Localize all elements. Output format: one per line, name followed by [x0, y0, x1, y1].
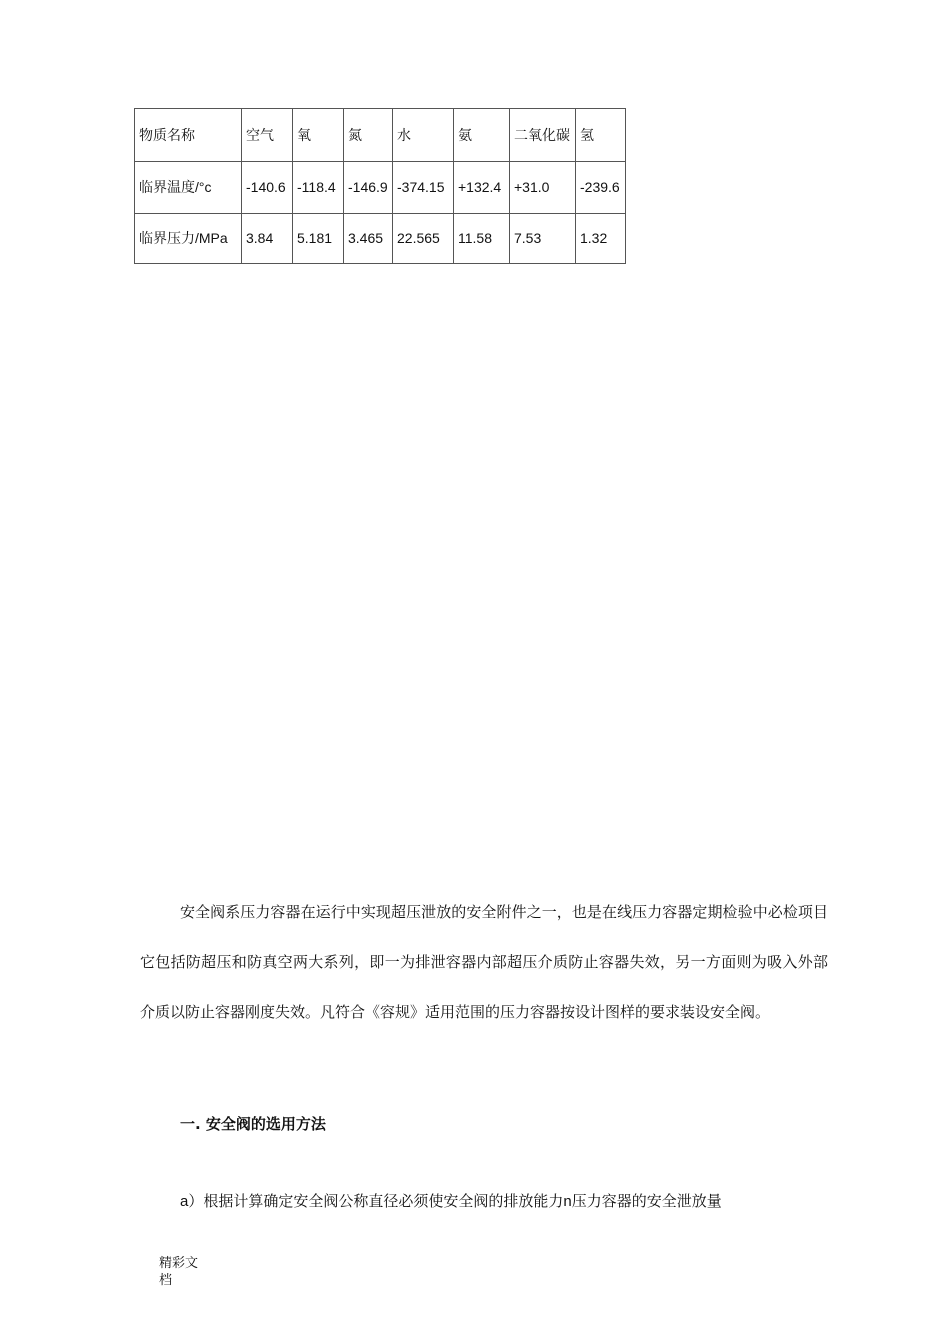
cell-pressure-oxygen: 5.181 [293, 214, 344, 264]
cell-temp-water: -374.15 [393, 162, 454, 214]
header-oxygen: 氧 [293, 109, 344, 162]
body-paragraph: 安全阀系压力容器在运行中实现超压泄放的安全附件之一，也是在线压力容器定期检验中必检项目它包括防超压和防真空两大系列，即一为排泄容器内部超压介质防止容器失效，另一方面则为吸入外部介质以防止容器刚度失效。凡符合《容规》适用范围的压力容器按设计图样的要求装设安全阀。 [140, 903, 828, 1021]
cell-temp-nitrogen: -146.9 [344, 162, 393, 214]
section-heading: 一. 安全阀的选用方法 [180, 1115, 326, 1133]
header-nitrogen: 氮 [344, 109, 393, 162]
cell-pressure-carbon-dioxide: 7.53 [510, 214, 576, 264]
critical-properties-table [134, 108, 626, 264]
table-row-critical-temperature [135, 162, 626, 214]
cell-temp-carbon-dioxide: +31.0 [510, 162, 576, 214]
header-substance-name: 物质名称 [135, 109, 242, 162]
page-footer: 精彩文档 [159, 1256, 199, 1288]
list-item-symbol: n [563, 1193, 572, 1210]
cell-pressure-air: 3.84 [242, 214, 293, 264]
cell-temp-ammonia: +132.4 [454, 162, 510, 214]
list-item-a [180, 1190, 722, 1211]
header-air: 空气 [242, 109, 293, 162]
header-water: 水 [393, 109, 454, 162]
cell-pressure-nitrogen: 3.465 [344, 214, 393, 264]
table-row-critical-pressure [135, 214, 626, 264]
header-ammonia: 氨 [454, 109, 510, 162]
header-hydrogen: 氢 [576, 109, 626, 162]
list-item-marker: a [180, 1193, 189, 1210]
cell-temp-air: -140.6 [242, 162, 293, 214]
cell-pressure-hydrogen: 1.32 [576, 214, 626, 264]
table-header-row [135, 109, 626, 162]
row-label-critical-pressure: 临界压力/MPa [135, 214, 242, 264]
cell-temp-oxygen: -118.4 [293, 162, 344, 214]
header-carbon-dioxide: 二氧化碳 [510, 109, 576, 162]
list-item-text-part1: ）根据计算确定安全阀公称直径必须使安全阀的排放能力 [188, 1192, 564, 1210]
list-item-text-part2: 压力容器的安全泄放量 [571, 1192, 722, 1210]
cell-temp-hydrogen: -239.6 [576, 162, 626, 214]
row-label-critical-temperature: 临界温度/°c [135, 162, 242, 214]
cell-pressure-ammonia: 11.58 [454, 214, 510, 264]
cell-pressure-water: 22.565 [393, 214, 454, 264]
